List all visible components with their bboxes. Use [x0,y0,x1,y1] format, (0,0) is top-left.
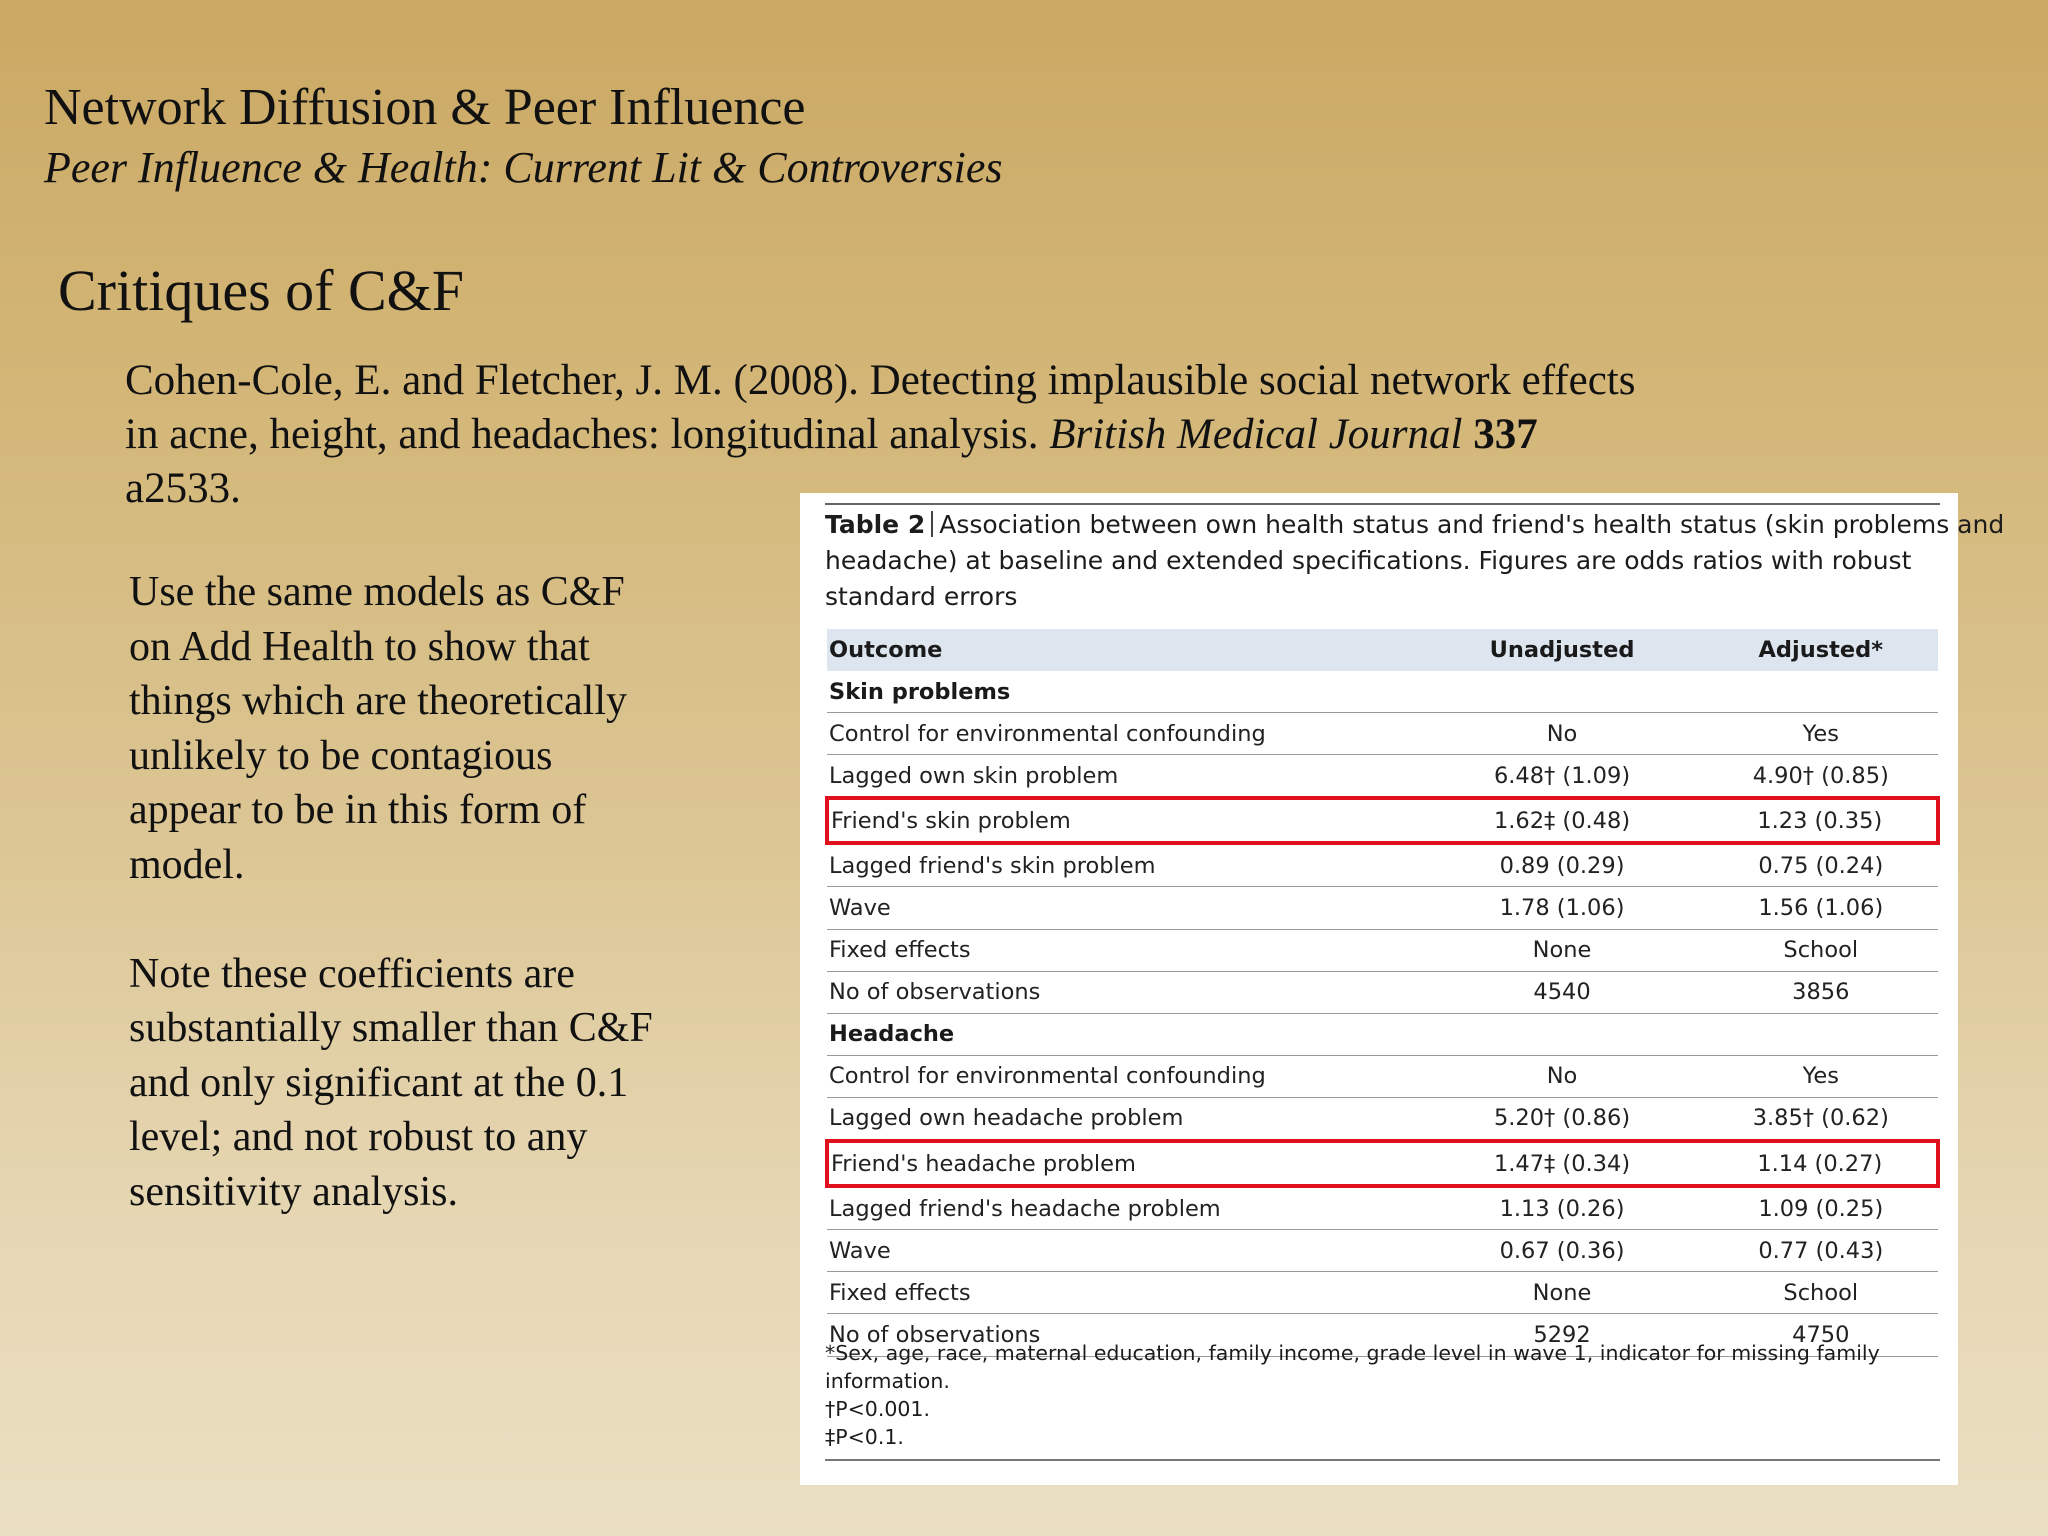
table-group-row [827,1013,1938,1055]
slide-subtitle: Peer Influence & Health: Current Lit & Controversies [44,143,1003,192]
body-para2-line: and only significant at the 0.1 [129,1059,629,1106]
table-caption [825,507,2005,615]
odds-ratio-table [825,629,1940,1357]
table-row [827,1272,1938,1314]
table-row [827,798,1938,843]
citation-volume: 337 [1473,411,1538,458]
cell-unadjusted: No [1421,1055,1704,1097]
table-row [827,971,1938,1013]
cell-unadjusted: 5.20† (0.86) [1421,1097,1704,1141]
cell-unadjusted: 1.62‡ (0.48) [1421,798,1704,843]
cell-unadjusted: None [1421,929,1704,971]
cell-unadjusted: No [1421,713,1704,755]
table-footnotes [825,1339,1935,1451]
cell-unadjusted: None [1421,1272,1704,1314]
paragraph-gap [129,892,729,947]
section-heading: Critiques of C&F [58,258,465,323]
table-row [827,713,1938,755]
cell-adjusted: School [1704,1272,1938,1314]
body-para1-line: unlikely to be contagious [129,732,553,779]
cell-unadjusted: 4540 [1421,971,1704,1013]
cell-outcome: Lagged friend's headache problem [827,1186,1421,1230]
table-top-rule [825,503,1940,505]
cell-outcome: Friend's headache problem [827,1141,1421,1186]
cell-adjusted: 1.56 (1.06) [1704,887,1938,929]
cell-adjusted: 0.77 (0.43) [1704,1230,1938,1272]
cell-unadjusted: 1.78 (1.06) [1421,887,1704,929]
cell-adjusted: 0.75 (0.24) [1704,843,1938,887]
table-row [827,755,1938,799]
body-para2-line: sensitivity analysis. [129,1168,458,1215]
table-row [827,1141,1938,1186]
cell-adjusted: 1.09 (0.25) [1704,1186,1938,1230]
header-adjusted: Adjusted* [1704,629,1938,671]
table-row [827,1097,1938,1141]
table-row [827,843,1938,887]
cell-unadjusted: 1.47‡ (0.34) [1421,1141,1704,1186]
table-image-panel [800,493,2005,1485]
cell-outcome: Control for environmental confounding [827,713,1421,755]
citation-line-2 [125,408,1785,462]
table-row [827,929,1938,971]
table-group-row [827,671,1938,713]
cell-adjusted [1704,1013,1938,1055]
body-para2-line: Note these coefficients are [129,950,575,997]
cell-adjusted: 4.90† (0.85) [1704,755,1938,799]
cell-outcome: Lagged own skin problem [827,755,1421,799]
footnote-p01: ‡P<0.1. [825,1425,904,1449]
body-text [129,565,729,1219]
cell-adjusted: 1.23 (0.35) [1704,798,1938,843]
body-para1-line: things which are theoretically [129,678,627,724]
cell-adjusted: 4750 [1704,1314,1938,1356]
table-row [827,887,1938,929]
table-bottom-rule [825,1459,1940,1461]
cell-outcome: Friend's skin problem [827,798,1421,843]
footnote-adjusted: *Sex, age, race, maternal education, family income, grade level in wave 1, indicator for missing family information. [825,1341,1880,1393]
caption-line-1 [825,507,2005,543]
cell-outcome: No of observations [827,1314,1421,1356]
cell-adjusted: 3856 [1704,971,1938,1013]
cell-outcome: Headache [827,1013,1421,1055]
cell-unadjusted [1421,671,1704,713]
body-para2-line: level; and not robust to any [129,1114,588,1160]
cell-unadjusted [1421,1013,1704,1055]
cell-unadjusted: 0.89 (0.29) [1421,843,1704,887]
citation-journal: British Medical Journal [1049,411,1463,458]
cell-outcome: Lagged friend's skin problem [827,843,1421,887]
cell-outcome: Control for environmental confounding [827,1055,1421,1097]
footnote-p001: †P<0.001. [825,1397,930,1421]
citation-line-3: a2533. [125,465,241,512]
cell-outcome: Skin problems [827,671,1421,713]
slide-title: Network Diffusion & Peer Influence [44,79,806,136]
cell-adjusted: Yes [1704,713,1938,755]
cell-unadjusted: 0.67 (0.36) [1421,1230,1704,1272]
body-para2-line: substantially smaller than C&F [129,1005,653,1051]
cell-unadjusted: 5292 [1421,1314,1704,1356]
caption-line-3: standard errors [825,582,1018,611]
cell-adjusted: 3.85† (0.62) [1704,1097,1938,1141]
cell-unadjusted: 6.48† (1.09) [1421,755,1704,799]
header-unadjusted: Unadjusted [1421,629,1704,671]
citation [125,354,1785,516]
table-body [827,671,1938,1356]
cell-adjusted: School [1704,929,1938,971]
header-outcome: Outcome [827,629,1421,671]
cell-unadjusted: 1.13 (0.26) [1421,1186,1704,1230]
table-row [827,1186,1938,1230]
cell-outcome: Wave [827,887,1421,929]
table-row [827,1055,1938,1097]
caption-separator [931,511,933,537]
cell-outcome: No of observations [827,971,1421,1013]
caption-label: Table 2 [825,510,926,539]
citation-line-1: Cohen-Cole, E. and Fletcher, J. M. (2008). Detecting implausible social network effects [125,357,1636,404]
cell-outcome: Lagged own headache problem [827,1097,1421,1141]
cell-outcome: Fixed effects [827,1272,1421,1314]
table-header-row [827,629,1938,671]
cell-adjusted: 1.14 (0.27) [1704,1141,1938,1186]
body-para1-line: model. [129,841,245,888]
body-para1-line: appear to be in this form of [129,787,587,833]
cell-adjusted: Yes [1704,1055,1938,1097]
cell-outcome: Wave [827,1230,1421,1272]
body-para1-line: on Add Health to show that [129,623,590,670]
table-row [827,1230,1938,1272]
citation-text: in acne, height, and headaches: longitudinal analysis. [125,411,1039,458]
caption-line-2: headache) at baseline and extended specifications. Figures are odds ratios with robust [825,546,1912,575]
cell-outcome: Fixed effects [827,929,1421,971]
caption-text: Association between own health status and friend's health status (skin problems and [939,510,2005,539]
body-para1-line: Use the same models as C&F [129,569,625,615]
cell-adjusted [1704,671,1938,713]
